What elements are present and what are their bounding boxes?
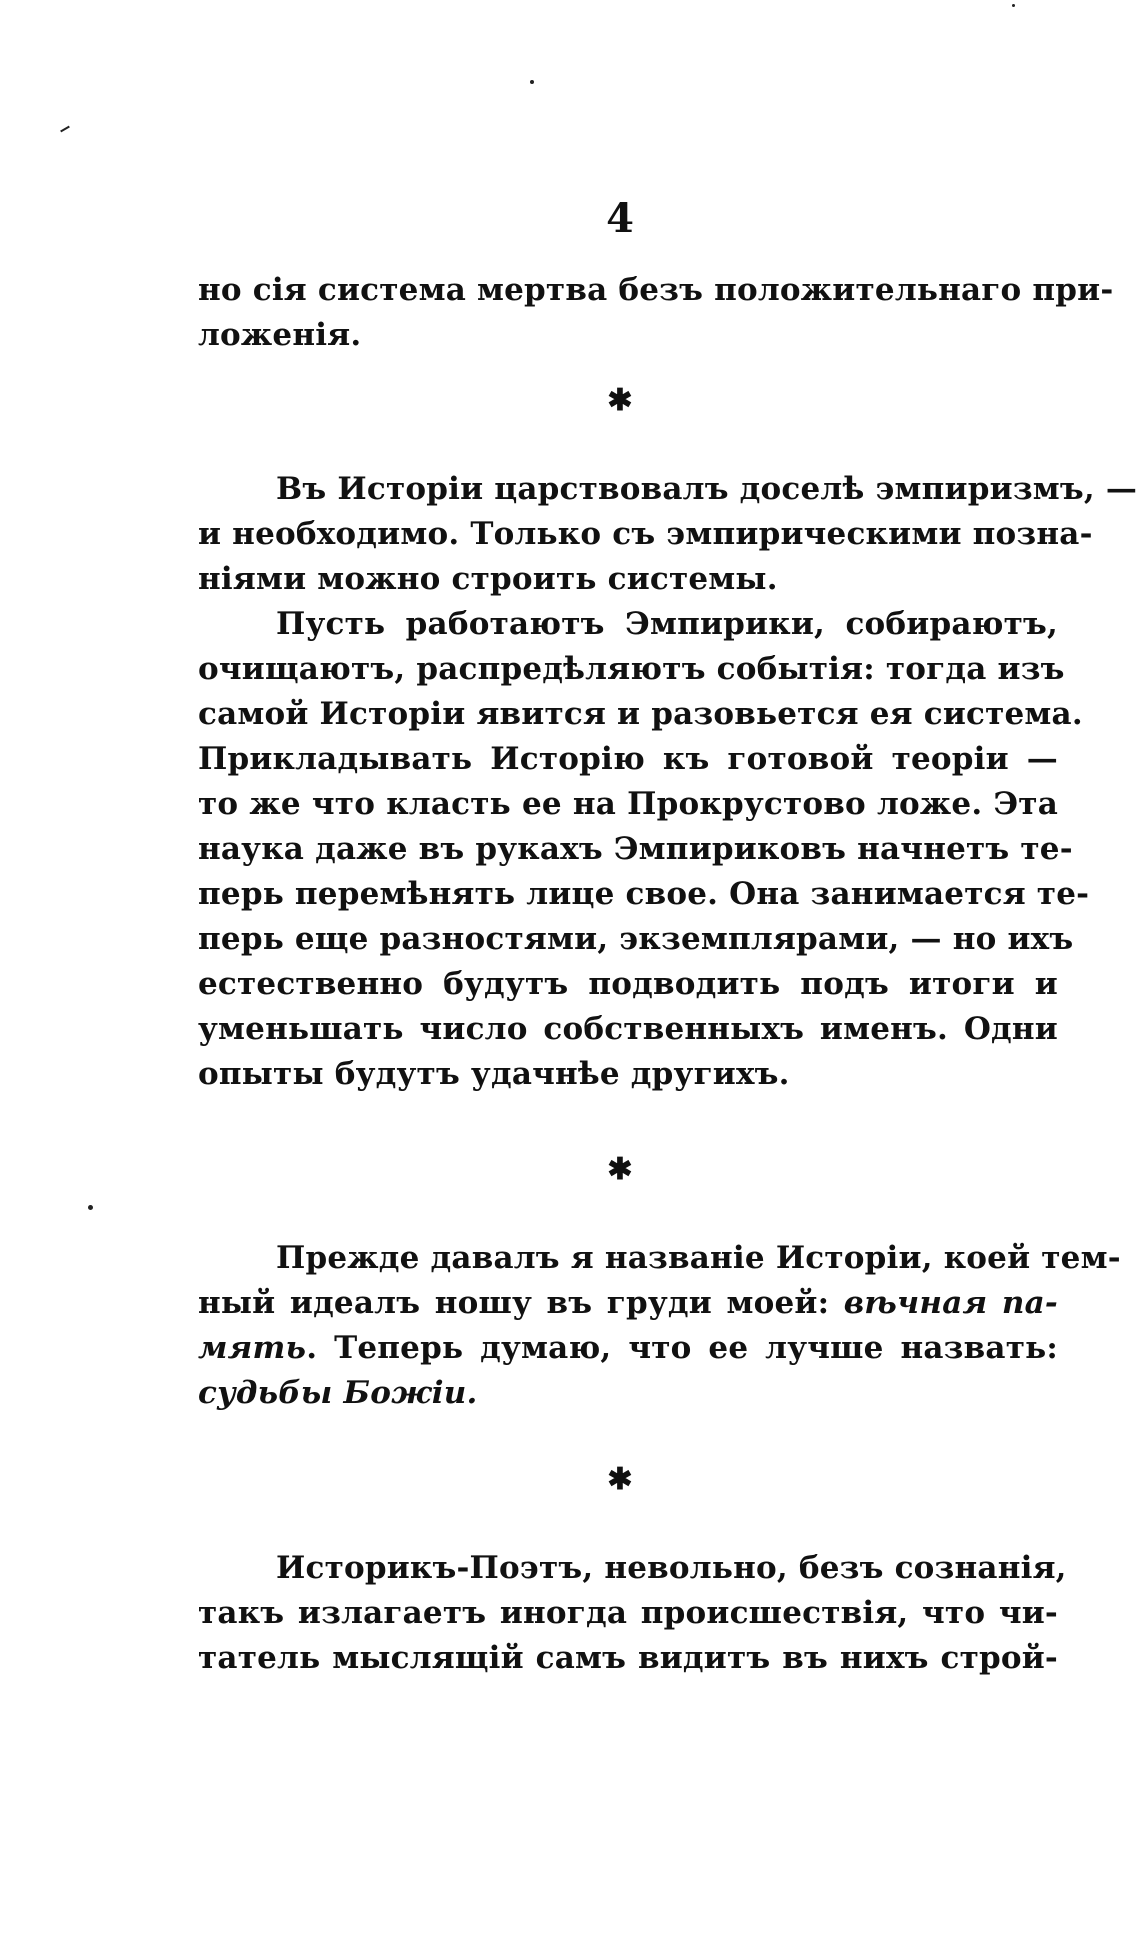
asterisk-separator: ✱: [607, 1152, 633, 1187]
asterisk-separator: ✱: [607, 383, 633, 418]
text-line: опыты будутъ удачнѣе другихъ.: [198, 1056, 790, 1092]
text-line-italic: судьбы Божіи.: [198, 1375, 478, 1411]
paragraph-continuation: [198, 268, 1114, 358]
text-line: татель мыслящій самъ видитъ въ нихъ строй-: [198, 1640, 1058, 1676]
scan-speck: [530, 80, 534, 84]
asterisk-separator: ✱: [607, 1462, 633, 1497]
text-line: Пусть работаютъ Эмпирики, собираютъ,: [276, 606, 1058, 642]
text-line: ложенія.: [198, 317, 362, 353]
text-line: ніями можно строить системы.: [198, 561, 778, 597]
italic-phrase: мять: [198, 1330, 307, 1366]
text-line: такъ излагаетъ иногда происшествія, что чи-: [198, 1595, 1058, 1631]
text-line: уменьшать число собственныхъ именъ. Одни: [198, 1011, 1058, 1047]
page-number: 4: [606, 195, 634, 242]
paragraph-empiricism: [198, 467, 1138, 1097]
text-line: самой Исторіи явится и разовьется ея система.: [198, 696, 1083, 732]
scan-speck: [1012, 4, 1015, 7]
text-line: Въ Исторіи царствовалъ доселѣ эмпиризмъ, —: [276, 471, 1138, 507]
paragraph-history-name: [198, 1236, 1121, 1416]
text-line: перь еще разностями, экземплярами, — но ихъ: [198, 921, 1074, 957]
text-fragment: ный идеалъ ношу въ груди моей:: [198, 1285, 844, 1321]
text-line: естественно будутъ подводить подъ итоги и: [198, 966, 1058, 1002]
text-line: но сія система мертва безъ положительнаго при-: [198, 272, 1114, 308]
text-line: перь перемѣнять лице свое. Она занимается те-: [198, 876, 1090, 912]
text-line: Прикладывать Исторію къ готовой теоріи —: [198, 741, 1058, 777]
text-line: то же что класть ее на Прокрустово ложе. Эта: [198, 786, 1058, 822]
text-line: очищаютъ, распредѣляютъ событія: тогда изъ: [198, 651, 1065, 687]
text-line: и необходимо. Только съ эмпирическими позна-: [198, 516, 1093, 552]
text-line: [198, 1326, 1058, 1371]
paragraph-historian-poet: [198, 1546, 1067, 1681]
italic-phrase: вѣчная па-: [843, 1285, 1058, 1321]
text-line: Историкъ-Поэтъ, невольно, безъ сознанія,: [276, 1550, 1067, 1586]
scan-speck: [60, 126, 70, 133]
text-fragment: . Теперь думаю, что ее лучше назвать:: [306, 1330, 1058, 1366]
text-line: Прежде давалъ я названіе Исторіи, коей тем-: [276, 1240, 1121, 1276]
scan-speck: [88, 1205, 93, 1210]
text-line: наука даже въ рукахъ Эмпириковъ начнетъ те-: [198, 831, 1073, 867]
text-line: [198, 1281, 1058, 1326]
